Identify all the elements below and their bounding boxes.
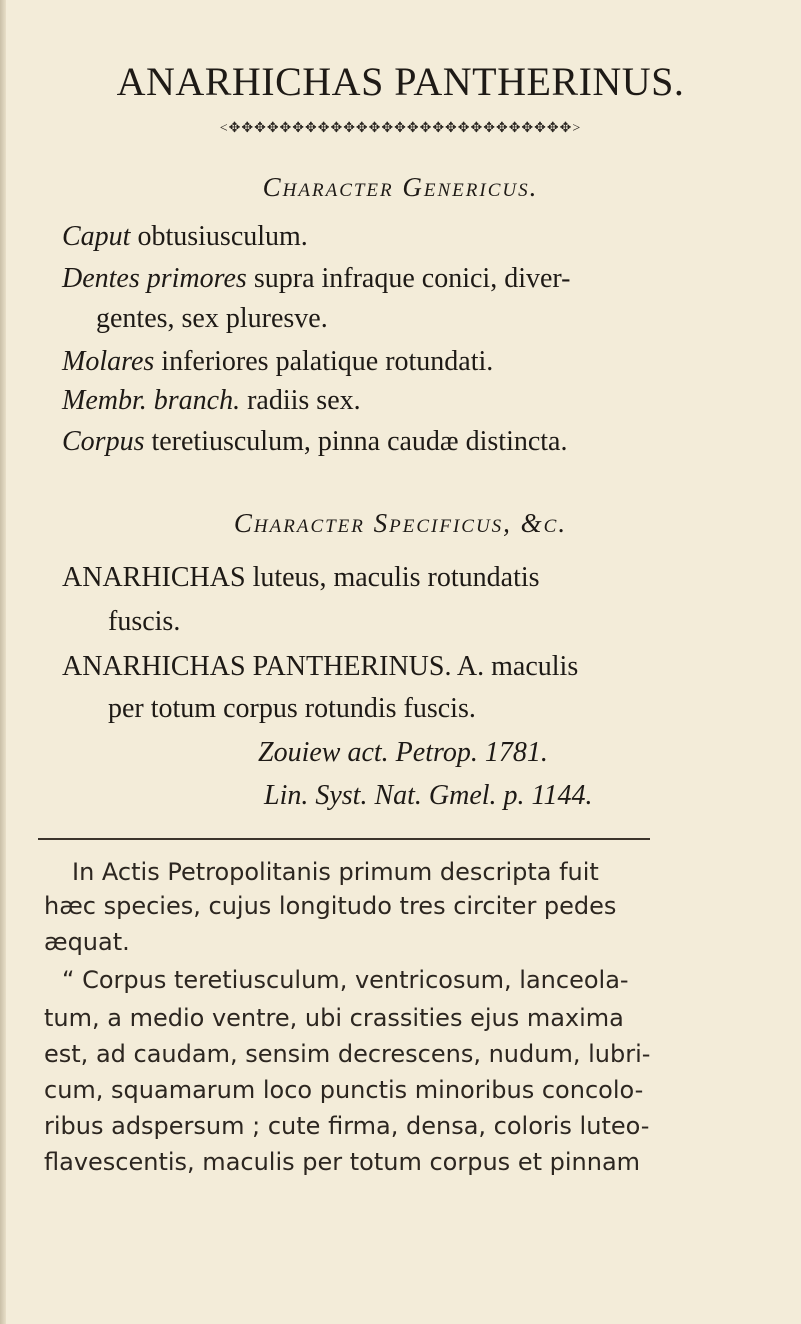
- specific-line-3: ANARHICHAS PANTHERINUS. A. maculis: [62, 651, 579, 682]
- generic-text-4: inferiores palatique rotundati.: [154, 346, 494, 377]
- section-rule: [38, 838, 650, 840]
- page-title: ANARHICHAS PANTHERINUS.: [116, 59, 685, 104]
- specific-heading: Character Specificus, &c.: [233, 508, 568, 538]
- generic-line-6: [62, 426, 567, 458]
- generic-line-1: [62, 221, 308, 253]
- generic-term-1: Caput: [62, 221, 131, 252]
- description-line-1: In Actis Petropolitanis primum descripta fuit: [72, 858, 599, 886]
- generic-line-2: [62, 263, 570, 295]
- generic-text-1: obtusiusculum.: [130, 221, 308, 252]
- generic-line-3: [96, 303, 328, 335]
- generic-line-5: [62, 385, 361, 417]
- generic-term-6: Corpus: [62, 426, 145, 457]
- description-line-7: cum, squamarum loco punctis minoribus concolo-: [44, 1076, 644, 1104]
- description-line-3: æquat.: [44, 928, 130, 956]
- description-line-2: hæc species, cujus longitudo tres circiter pedes: [44, 892, 617, 920]
- description-line-4: “ Corpus teretiusculum, ventricosum, lanceola-: [62, 966, 629, 994]
- description-line-8: ribus adspersum ; cute firma, densa, coloris luteo-: [44, 1112, 650, 1140]
- generic-text-3: gentes, sex pluresve.: [96, 303, 328, 334]
- specific-reference-1: Zouiew act. Petrop. 1781.: [258, 737, 548, 768]
- generic-heading: Character Genericus.: [262, 172, 539, 202]
- generic-text-5: radiis sex.: [240, 385, 361, 416]
- description-line-6: est, ad caudam, sensim decrescens, nudum, lubri-: [44, 1040, 651, 1068]
- generic-term-4: Molares: [62, 346, 155, 377]
- description-line-5: tum, a medio ventre, ubi crassities ejus maxima: [44, 1004, 624, 1032]
- generic-term-5: Membr. branch.: [62, 385, 241, 416]
- generic-text-2: supra infraque conici, diver-: [246, 263, 571, 294]
- generic-line-4: [62, 346, 493, 378]
- ornament-divider: <✥✥✥✥✥✥✥✥✥✥✥✥✥✥✥✥✥✥✥✥✥✥✥✥✥✥✥>: [219, 121, 582, 136]
- generic-text-6: teretiusculum, pinna caudæ distincta.: [144, 426, 568, 457]
- specific-reference-2: Lin. Syst. Nat. Gmel. p. 1144.: [264, 780, 593, 811]
- specific-line-4: per totum corpus rotundis fuscis.: [108, 693, 476, 724]
- description-line-9: flavescentis, maculis per totum corpus et pinnam: [44, 1148, 641, 1176]
- specific-line-1: ANARHICHAS luteus, maculis rotundatis: [62, 562, 540, 593]
- generic-term-2: Dentes primores: [62, 263, 247, 294]
- specific-line-2: fuscis.: [108, 606, 181, 637]
